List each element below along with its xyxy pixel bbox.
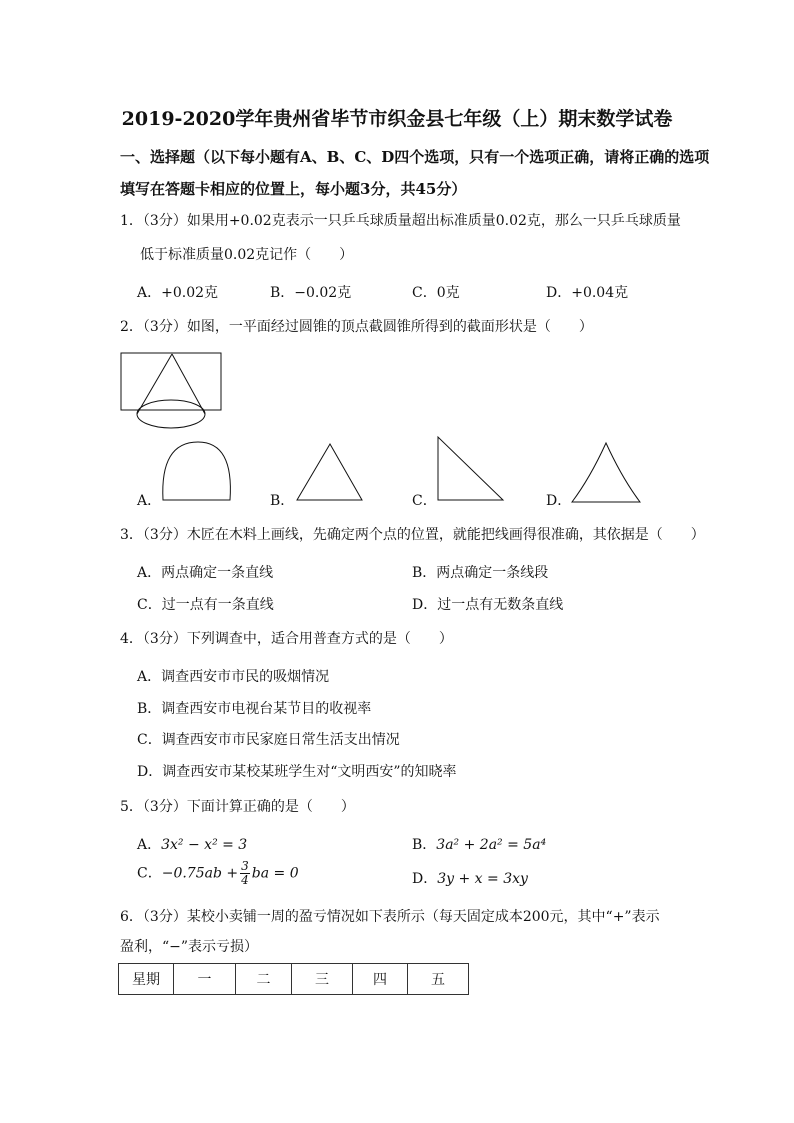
q2-option-d-shape-icon[interactable] — [570, 442, 642, 504]
q5-option-a-label: A． — [137, 837, 162, 853]
q2-option-d-label[interactable]: D． — [546, 493, 572, 509]
table-header-cell: 二 — [236, 964, 292, 995]
q4-stem: 4．（3分）下列调查中，适合用普查方式的是（ ） — [120, 631, 453, 647]
table-row — [119, 964, 469, 995]
q6-stem-line1: 6．（3分）某校小卖铺一周的盈亏情况如下表所示（每天固定成本200元，其中“+”表示 — [120, 909, 660, 925]
q4-option-b[interactable]: B．调查西安市电视台某节目的收视率 — [137, 701, 372, 717]
q5-option-d-expr: 3y + x = 3xy — [437, 871, 528, 887]
q2-stem: 2．（3分）如图，一平面经过圆锥的顶点截圆锥所得到的截面形状是（ ） — [120, 319, 593, 335]
q4-option-d[interactable]: D．调查西安市某校某班学生对“文明西安”的知晓率 — [137, 764, 457, 780]
q1-stem-line1: 1．（3分）如果用+0.02克表示一只乒乓球质量超出标准质量0.02克，那么一只乒乓球质量 — [120, 213, 681, 229]
q2-option-a-label[interactable]: A． — [137, 493, 162, 509]
q1-option-b[interactable]: B．−0.02克 — [270, 285, 352, 301]
table-header-cell: 五 — [408, 964, 469, 995]
q2-option-a-shape-icon[interactable] — [160, 440, 234, 502]
q5-option-c-fraction — [240, 860, 250, 887]
q3-option-b[interactable]: B．两点确定一条线段 — [412, 565, 549, 581]
section-heading-line1: 一、选择题（以下每小题有A、B、C、D四个选项，只有一个选项正确，请将正确的选项 — [120, 148, 710, 166]
q6-profit-table — [118, 963, 469, 995]
table-header-cell: 四 — [353, 964, 408, 995]
q2-option-c-shape-icon[interactable] — [436, 436, 506, 502]
section-heading-line2: 填写在答题卡相应的位置上，每小题3分，共45分） — [120, 180, 467, 198]
q5-option-b-expr: 3a² + 2a² = 5a⁴ — [436, 837, 547, 853]
cone-figure — [120, 352, 224, 430]
q3-stem: 3．（3分）木匠在木料上画线，先确定两个点的位置，就能把线画得很准确，其依据是（ ） — [120, 527, 705, 543]
page-title: 2019-2020学年贵州省毕节市织金县七年级（上）期末数学试卷 — [121, 108, 673, 130]
q2-option-b-label[interactable]: B． — [270, 493, 295, 509]
q4-option-a[interactable]: A．调查西安市市民的吸烟情况 — [137, 669, 330, 685]
q1-option-c[interactable]: C．0克 — [412, 285, 460, 301]
q5-option-c-expr-right: ba = 0 — [251, 865, 299, 882]
q5-option-d-label: D． — [412, 871, 438, 887]
q5-option-a-expr: 3x² − x² = 3 — [161, 837, 248, 853]
q6-stem-line2: 盈利，“−”表示亏损） — [120, 939, 259, 955]
q1-stem-line2: 低于标准质量0.02克记作（ ） — [140, 247, 354, 263]
table-header-cell: 星期 — [119, 964, 174, 995]
q5-option-c-numerator: 3 — [241, 859, 249, 873]
q5-option-c-denominator: 4 — [241, 873, 249, 887]
table-header-cell: 一 — [174, 964, 236, 995]
q2-option-b-shape-icon[interactable] — [296, 443, 364, 503]
q5-option-d[interactable] — [412, 868, 528, 888]
q5-option-b[interactable] — [412, 834, 546, 854]
q1-option-d[interactable]: D．+0.04克 — [546, 285, 629, 301]
q4-option-c[interactable]: C．调查西安市市民家庭日常生活支出情况 — [137, 732, 400, 748]
q3-option-a[interactable]: A．两点确定一条直线 — [137, 565, 274, 581]
q3-option-d[interactable]: D．过一点有无数条直线 — [412, 597, 564, 613]
q5-stem: 5．（3分）下面计算正确的是（ ） — [120, 799, 355, 815]
q3-option-c[interactable]: C．过一点有一条直线 — [137, 597, 274, 613]
q1-option-a[interactable]: A．+0.02克 — [137, 285, 219, 301]
q5-option-a[interactable] — [137, 834, 247, 854]
q5-option-c[interactable] — [137, 860, 299, 887]
q2-option-c-label[interactable]: C． — [412, 493, 437, 509]
q5-option-b-label: B． — [412, 837, 437, 853]
table-header-cell: 三 — [292, 964, 353, 995]
q5-option-c-label: C． — [137, 865, 162, 882]
q5-option-c-expr-left: −0.75ab + — [161, 865, 239, 882]
